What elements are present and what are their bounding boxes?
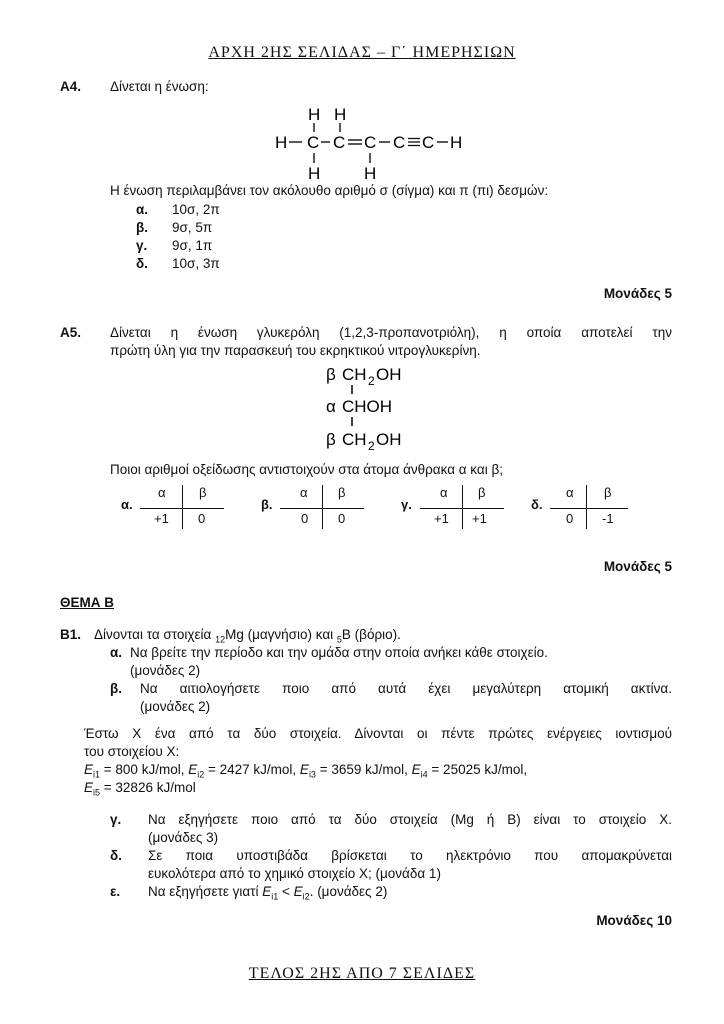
a4-bot-h1: H bbox=[308, 164, 321, 183]
a5-r1-sub: 2 bbox=[368, 374, 375, 388]
a4-top-h2: H bbox=[334, 105, 347, 124]
a5-table-b bbox=[258, 482, 368, 532]
a4-opt-b-text: 9σ, 5π bbox=[172, 220, 213, 235]
a4-top-h1: H bbox=[308, 105, 321, 124]
b1-d-text2: ευκολότερα από το χημικό στοιχείο Χ; (μονάδα 1) bbox=[148, 866, 441, 881]
b1-g-letter: γ. bbox=[110, 812, 122, 827]
a4-marks: Μονάδες 5 bbox=[603, 286, 672, 301]
a4-structural-formula bbox=[270, 100, 480, 186]
a4-question: Η ένωση περιλαμβάνει τον ακόλουθο αριθμό σ (σίγμα) και π (πι) δεσμών: bbox=[110, 183, 549, 198]
a4-opt-d-text: 10σ, 3π bbox=[172, 256, 220, 271]
a5-line1: Δίνεται η ένωση γλυκερόλη (1,2,3-προπανοτριόλη), η οποία αποτελεί την bbox=[110, 325, 672, 340]
a5-table-c-h1: α bbox=[440, 485, 448, 500]
a4-bot-h2: H bbox=[364, 164, 377, 183]
a5-table-a-v1: +1 bbox=[154, 511, 169, 526]
a4-intro: Δίνεται η ένωση: bbox=[110, 79, 209, 94]
b1-a-marks: (μονάδες 2) bbox=[130, 663, 201, 678]
a5-line2: πρώτη ύλη για την παρασκευή του εκρηκτικού νιτρογλυκερίνη. bbox=[110, 343, 481, 358]
b1-b-marks: (μονάδες 2) bbox=[140, 699, 211, 714]
a4-opt-d-letter: δ. bbox=[136, 256, 148, 271]
a5-question: Ποιοι αριθμοί οξείδωσης αντιστοιχούν στα άτομα άνθρακα α και β; bbox=[110, 462, 503, 477]
a5-table-b-v2: 0 bbox=[338, 511, 346, 526]
a4-opt-b-letter: β. bbox=[136, 220, 148, 235]
a4-opt-a-text: 10σ, 2π bbox=[172, 202, 220, 217]
a5-table-b-letter: β. bbox=[261, 497, 273, 512]
b1-b-letter: β. bbox=[110, 681, 122, 696]
a5-table-d bbox=[528, 482, 638, 532]
a5-table-a-h1: α bbox=[158, 485, 166, 500]
a5-marks: Μονάδες 5 bbox=[603, 559, 672, 574]
b1-para1: Έστω Χ ένα από τα δύο στοιχεία. Δίνονται οι πέντε πρώτες ενέργειες ιοντισμού bbox=[84, 726, 672, 741]
a5-table-d-h1: α bbox=[566, 485, 574, 500]
a5-table-c-v2: +1 bbox=[472, 511, 487, 526]
a4-c1: C bbox=[307, 133, 320, 152]
a5-table-d-letter: δ. bbox=[531, 497, 543, 512]
a5-glycerol-formula bbox=[318, 360, 428, 456]
a5-table-d-v2: -1 bbox=[602, 511, 614, 526]
a4-label: Α4. bbox=[60, 79, 82, 94]
a4-c2: C bbox=[333, 133, 346, 152]
a4-c4: C bbox=[393, 133, 406, 152]
b1-a-text: Να βρείτε την περίοδο και την ομάδα στην οποία ανήκει κάθε στοιχείο. bbox=[130, 645, 548, 660]
b1-d-letter: δ. bbox=[110, 848, 122, 863]
b1-intro: Δίνονται τα στοιχεία $_{12}$Mg (μαγνήσιο) και $_5$B (βόριο). bbox=[94, 627, 401, 645]
b1-ionization-line1: $E_{i1} = 800$ kJ/mol, $E_{i2} = 2427$ kJ/mol, $E_{i3} = 3659$ kJ/mol, $E_{i4} = 25025$ kJ/mol, bbox=[84, 762, 528, 780]
a5-r2-main: CHOH bbox=[342, 397, 393, 416]
b1-e-text: Να εξηγήσετε γιατί $E_{i1} < E_{i2}$. (μονάδες 2) bbox=[148, 884, 388, 902]
a5-r3-sub: 2 bbox=[368, 439, 375, 453]
b1-para2: του στοιχείου Χ: bbox=[84, 744, 180, 759]
b1-g-marks: (μονάδες 3) bbox=[148, 830, 219, 845]
a5-table-c-h2: β bbox=[478, 485, 486, 500]
a4-c3: C bbox=[364, 133, 377, 152]
a5-table-a-v2: 0 bbox=[198, 511, 206, 526]
b1-ionization-line2: $E_{i5} = 32826$ kJ/mol bbox=[84, 780, 196, 798]
a4-h-right: H bbox=[450, 133, 463, 152]
b1-a-letter: α. bbox=[110, 645, 123, 660]
a5-table-c-letter: γ. bbox=[401, 497, 412, 512]
a5-r1-label: β bbox=[326, 365, 336, 384]
b1-label: Β1. bbox=[60, 627, 82, 642]
b1-marks: Μονάδες 10 bbox=[596, 913, 672, 928]
a5-label: Α5. bbox=[60, 325, 82, 340]
a5-r1-main: CH bbox=[342, 365, 367, 384]
a5-table-c bbox=[398, 482, 508, 532]
a5-table-b-h2: β bbox=[338, 485, 346, 500]
a4-h-left: H bbox=[275, 133, 288, 152]
a4-opt-c-text: 9σ, 1π bbox=[172, 238, 213, 253]
page-footer: ΤΕΛΟΣ 2ΗΣ ΑΠΟ 7 ΣΕΛΙΔΕΣ bbox=[248, 965, 476, 982]
b1-d-text: Σε ποια υποστιβάδα βρίσκεται το ηλεκτρόνιο που απομακρύνεται bbox=[148, 848, 672, 863]
a5-table-c-v1: +1 bbox=[434, 511, 449, 526]
b1-g-text: Να εξηγήσετε ποιο από τα δύο στοιχεία (Mg ή B) είναι το στοιχείο Χ. bbox=[148, 812, 672, 827]
a5-table-d-h2: β bbox=[604, 485, 612, 500]
a4-c5: C bbox=[422, 133, 435, 152]
page-header: ΑΡΧΗ 2ΗΣ ΣΕΛΙΔΑΣ – Γ΄ ΗΜΕΡΗΣΙΩΝ bbox=[208, 44, 516, 61]
a5-table-a-letter: α. bbox=[121, 497, 133, 512]
a4-opt-a-letter: α. bbox=[136, 202, 149, 217]
a5-r2-label: α bbox=[326, 397, 336, 416]
a5-table-a-h2: β bbox=[199, 485, 207, 500]
a5-table-b-h1: α bbox=[300, 485, 308, 500]
a5-r3-label: β bbox=[326, 430, 336, 449]
a5-table-b-v1: 0 bbox=[301, 511, 309, 526]
a5-table-d-v1: 0 bbox=[566, 511, 574, 526]
b1-e-letter: ε. bbox=[110, 884, 121, 899]
a4-opt-c-letter: γ. bbox=[136, 238, 148, 253]
a5-r3-main: CH bbox=[342, 430, 367, 449]
a5-r3-end: OH bbox=[376, 430, 402, 449]
theme-b-heading: ΘΕΜΑ Β bbox=[60, 595, 114, 610]
a5-r1-end: OH bbox=[376, 365, 402, 384]
a5-table-a bbox=[118, 482, 228, 532]
b1-b-text: Να αιτιολογήσετε ποιο από αυτά έχει μεγαλύτερη ατομική ακτίνα. bbox=[140, 681, 672, 696]
